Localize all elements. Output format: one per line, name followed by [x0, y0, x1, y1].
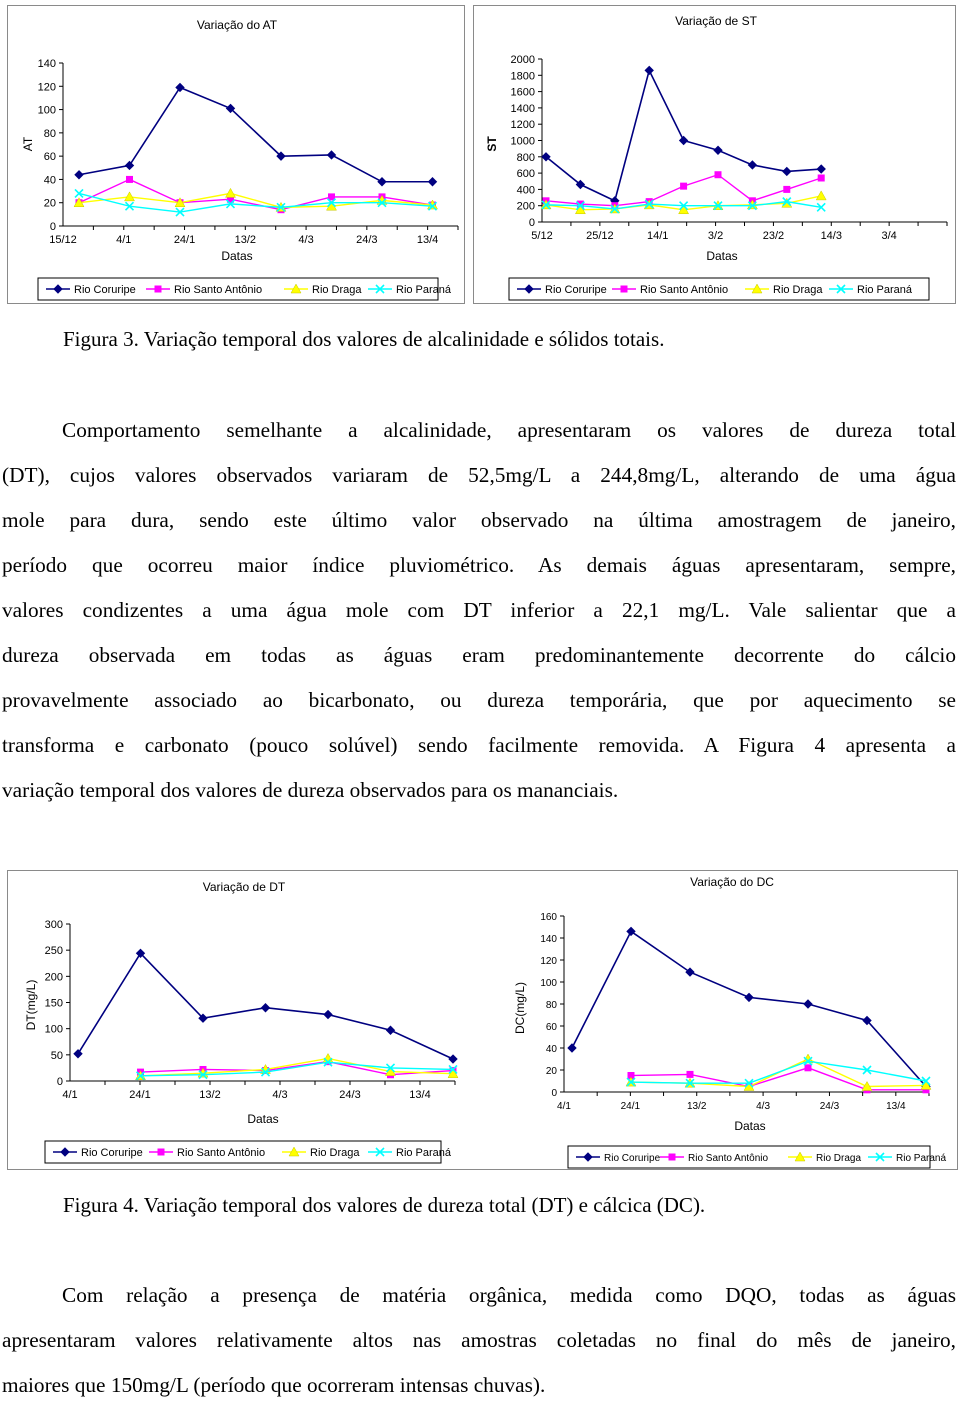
data-point: [645, 66, 653, 74]
x-tick-label: 14/3: [820, 230, 842, 242]
paragraph-line: período que ocorreu maior índice pluviométrico. As demais águas apresentaram, sempre,: [2, 553, 956, 577]
x-tick-label: 3/4: [881, 230, 897, 242]
x-tick-label: 13/4: [886, 1101, 906, 1112]
x-tick-label: 24/1: [173, 234, 196, 246]
x-tick-label: 13/2: [199, 1089, 221, 1101]
data-point: [429, 178, 437, 186]
paragraph-line: (DT), cujos valores observados variaram de 52,5mg/L a 244,8mg/L, alterando de uma água: [2, 463, 956, 487]
data-point: [262, 1004, 270, 1012]
x-tick-label: 13/4: [409, 1089, 431, 1101]
y-tick-label: 1800: [510, 70, 535, 83]
chart-st: [473, 5, 956, 304]
legend-label: Rio Coruripe: [74, 284, 136, 296]
y-tick-label: 0: [551, 1088, 557, 1099]
data-point: [621, 286, 628, 293]
chart-title: Variação de DT: [202, 880, 286, 894]
chart-title: Variação de ST: [675, 14, 757, 28]
x-axis-label: Datas: [734, 1119, 766, 1133]
legend-label: Rio Paraná: [857, 284, 913, 296]
y-tick-label: 1200: [510, 119, 535, 132]
y-tick-label: 40: [545, 1044, 557, 1055]
data-point: [75, 171, 83, 179]
x-tick-label: 4/3: [298, 234, 314, 246]
data-point: [328, 151, 336, 159]
y-tick-label: 20: [43, 197, 56, 210]
legend-label: Rio Draga: [816, 1153, 862, 1164]
data-point: [817, 165, 825, 173]
x-tick-label: 4/3: [272, 1089, 288, 1101]
y-tick-label: 2000: [510, 54, 535, 66]
legend-label: Rio Coruripe: [81, 1147, 143, 1159]
data-point: [687, 1071, 694, 1078]
legend-label: Rio Draga: [312, 284, 362, 296]
data-point: [745, 993, 753, 1001]
data-point: [669, 1154, 676, 1161]
figure-4-panels: [7, 870, 958, 1170]
y-tick-label: 50: [50, 1049, 63, 1062]
y-tick-label: 100: [540, 978, 557, 989]
chart-at-svg: [8, 6, 466, 305]
y-tick-label: 120: [540, 956, 557, 967]
y-tick-label: 140: [37, 58, 56, 70]
legend-label: Rio Santo Antônio: [640, 284, 729, 296]
data-point: [805, 1064, 812, 1071]
x-tick-label: 13/2: [686, 1101, 707, 1112]
y-tick-label: 140: [540, 934, 557, 945]
x-tick-label: 24/1: [620, 1101, 641, 1112]
x-tick-label: 13/2: [234, 234, 257, 246]
x-tick-label: 5/12: [531, 230, 553, 242]
paragraph-line: valores condizentes a uma água mole com DT inferior a 22,1 mg/L. Vale salientar que a: [2, 598, 956, 622]
legend-label: Rio Coruripe: [604, 1153, 661, 1164]
x-tick-label: 4/1: [557, 1101, 571, 1112]
x-tick-label: 24/3: [819, 1101, 840, 1112]
legend-label: Rio Paraná: [896, 1153, 947, 1164]
paragraph-line: Comportamento semelhante a alcalinidade, apresentaram os valores de dureza total: [62, 418, 956, 442]
y-tick-label: 100: [44, 1023, 63, 1036]
y-tick-label: 1600: [510, 86, 535, 99]
data-point: [155, 286, 162, 293]
chart-st-svg: [474, 6, 957, 305]
series-line-rio-coruripe: [546, 70, 821, 200]
paragraph-line: dureza observada em todas as águas eram predominantemente decorrente do cálcio: [2, 643, 956, 667]
figure-3-caption: Figura 3. Variação temporal dos valores de alcalinidade e sólidos totais.: [63, 327, 665, 351]
y-tick-label: 120: [37, 81, 56, 94]
x-tick-label: 25/12: [586, 230, 614, 242]
data-point: [568, 1044, 576, 1052]
x-tick-label: 24/3: [339, 1089, 361, 1101]
y-tick-label: 1000: [510, 135, 535, 148]
data-point: [176, 83, 184, 91]
data-point: [680, 183, 687, 190]
y-tick-label: 150: [44, 997, 63, 1010]
data-point: [74, 1050, 82, 1058]
y-tick-label: 60: [545, 1022, 557, 1033]
data-point: [378, 178, 386, 186]
data-point: [449, 1055, 457, 1063]
y-tick-label: 200: [44, 971, 63, 984]
data-point: [748, 161, 756, 169]
data-point: [226, 188, 236, 197]
y-axis-label: DT(mg/L): [24, 979, 38, 1031]
data-point: [816, 191, 826, 200]
x-axis-label: Datas: [221, 249, 253, 263]
paragraph-2: [2, 1273, 956, 1408]
x-tick-label: 4/1: [116, 234, 132, 246]
x-axis-label: Datas: [706, 249, 738, 263]
y-tick-label: 40: [43, 174, 56, 187]
paragraph-line: provavelmente associado ao bicarbonato, ou dureza temporária, que por aquecimento se: [2, 688, 956, 712]
y-tick-label: 250: [44, 945, 63, 958]
y-tick-label: 100: [37, 104, 56, 117]
chart-title: Variação do AT: [196, 18, 278, 32]
x-tick-label: 13/4: [416, 234, 439, 246]
data-point: [804, 1000, 812, 1008]
x-tick-label: 14/1: [647, 230, 669, 242]
y-axis-label: AT: [21, 136, 35, 152]
data-point: [714, 146, 722, 154]
data-point: [680, 137, 688, 145]
paragraph-line: mole para dura, sendo este último valor observado na última amostragem de janeiro,: [2, 508, 956, 532]
y-tick-label: 60: [43, 151, 56, 164]
legend-label: Rio Draga: [310, 1147, 360, 1159]
y-tick-label: 400: [516, 184, 535, 197]
data-point: [126, 161, 134, 169]
y-tick-label: 20: [545, 1066, 557, 1077]
data-point: [783, 186, 790, 193]
legend-label: Rio Draga: [773, 284, 823, 296]
data-point: [125, 192, 135, 201]
x-tick-label: 15/12: [49, 234, 77, 246]
data-point: [783, 167, 791, 175]
y-axis-label: DC(mg/L): [513, 981, 527, 1035]
y-axis-label: ST: [485, 136, 499, 152]
legend-label: Rio Paraná: [396, 284, 452, 296]
y-tick-label: 0: [56, 1076, 63, 1088]
paragraph-line: apresentaram valores relativamente altos nas amostras coletadas no final do mês de janeiro,: [2, 1328, 956, 1352]
paragraph-line: Com relação a presença de matéria orgânica, medida como DQO, todas as águas: [62, 1283, 956, 1307]
chart-dc-svg: [492, 870, 957, 1170]
legend-label: Rio Santo Antônio: [177, 1147, 266, 1159]
chart-dt-svg: [7, 870, 477, 1170]
legend-label: Rio Santo Antônio: [688, 1153, 769, 1164]
legend-label: Rio Coruripe: [545, 284, 607, 296]
y-tick-label: 80: [545, 1000, 557, 1011]
series-line-rio-paran: [631, 1061, 926, 1083]
x-tick-label: 24/1: [129, 1089, 151, 1101]
x-tick-label: 23/2: [762, 230, 785, 242]
y-tick-label: 0: [49, 221, 56, 233]
data-point: [126, 176, 133, 183]
x-tick-label: 3/2: [707, 230, 724, 242]
figure-4-caption: Figura 4. Variação temporal dos valores de dureza total (DT) e cálcica (DC).: [63, 1193, 706, 1217]
y-tick-label: 80: [43, 127, 56, 140]
paragraph-line: variação temporal dos valores de dureza observados para os mananciais.: [2, 778, 619, 802]
y-tick-label: 1400: [510, 102, 535, 115]
x-tick-label: 4/3: [756, 1101, 771, 1112]
legend-label: Rio Santo Antônio: [174, 284, 263, 296]
data-point: [158, 1149, 165, 1156]
legend-label: Rio Paraná: [396, 1147, 452, 1159]
data-point: [387, 1026, 395, 1034]
chart-title: Variação do DC: [690, 875, 774, 889]
chart-at: [7, 5, 465, 304]
series-line-rio-coruripe: [572, 931, 926, 1086]
paragraph-line: maiores que 150mg/L (período que ocorreram intensas chuvas).: [2, 1373, 546, 1397]
x-axis-label: Datas: [247, 1112, 279, 1126]
y-tick-label: 0: [528, 217, 535, 229]
series-line-rio-santo-antnio: [546, 175, 821, 206]
x-tick-label: 24/3: [356, 234, 378, 246]
y-tick-label: 600: [516, 168, 535, 181]
data-point: [818, 174, 825, 181]
y-tick-label: 200: [516, 200, 535, 213]
paragraph-1: [2, 408, 956, 813]
data-point: [324, 1011, 332, 1019]
data-point: [715, 171, 722, 178]
y-tick-label: 160: [540, 912, 557, 923]
y-tick-label: 300: [44, 919, 63, 931]
paragraph-line: transforma e carbonato (pouco solúvel) sendo facilmente removida. A Figura 4 apresenta a: [2, 733, 956, 757]
x-tick-label: 4/1: [62, 1089, 78, 1101]
y-tick-label: 800: [516, 151, 535, 164]
